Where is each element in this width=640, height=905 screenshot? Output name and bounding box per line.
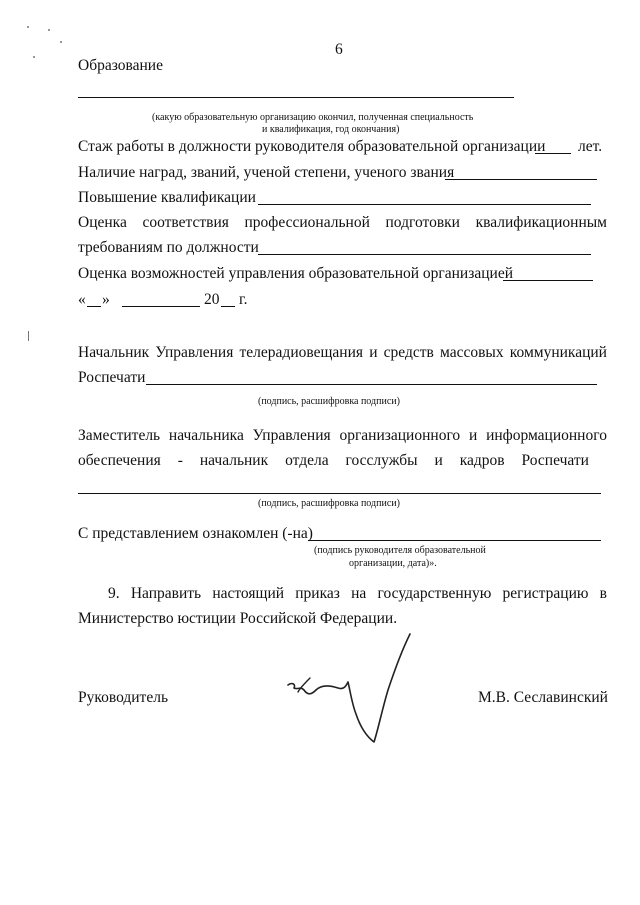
date-close-quote: » bbox=[102, 291, 110, 308]
scan-speck bbox=[27, 26, 29, 28]
deputy-word: обеспечения bbox=[78, 452, 161, 469]
deputy-word: организационного bbox=[339, 427, 461, 444]
education-input-line bbox=[78, 97, 514, 98]
item9-line1 bbox=[108, 584, 607, 604]
chief-line1 bbox=[78, 343, 607, 363]
item9-word: в bbox=[599, 585, 607, 602]
experience-input-line bbox=[535, 153, 571, 154]
assessment-input-line bbox=[258, 254, 591, 255]
assessment-word: квалификационным bbox=[475, 214, 607, 231]
education-label: Образование bbox=[78, 57, 163, 74]
signoff-title: Руководитель bbox=[78, 689, 169, 706]
scan-speck bbox=[48, 29, 50, 31]
chief-signature-line bbox=[146, 384, 597, 385]
assessment-line1 bbox=[78, 213, 607, 233]
item9-word: государственную bbox=[377, 585, 492, 602]
deputy-sign-note: (подпись, расшифровка подписи) bbox=[258, 498, 400, 509]
awards-input-line bbox=[445, 179, 597, 180]
acquainted-label: С представлением ознакомлен (-на) bbox=[78, 525, 313, 542]
deputy-word: кадров bbox=[459, 452, 505, 469]
assessment-word: профессиональной bbox=[244, 214, 370, 231]
management-input-line bbox=[503, 280, 593, 281]
item9-word: на bbox=[351, 585, 367, 602]
handwritten-signature bbox=[280, 630, 420, 755]
date-month-line bbox=[122, 306, 200, 307]
deputy-line1 bbox=[78, 426, 607, 446]
chief-word: коммуникаций bbox=[509, 344, 607, 361]
assessment-word: Оценка bbox=[78, 214, 127, 231]
deputy-word: начальник bbox=[199, 452, 269, 469]
qualification-label: Повышение квалификации bbox=[78, 189, 256, 206]
signoff-name: М.В. Сеславинский bbox=[478, 689, 608, 706]
item9-word: Направить bbox=[130, 585, 202, 602]
experience-label: Стаж работы в должности руководителя образовательной организации bbox=[78, 138, 546, 155]
chief-word: телерадиовещания bbox=[239, 344, 364, 361]
chief-line2: Роспечати bbox=[78, 369, 146, 386]
deputy-word: и bbox=[468, 427, 478, 444]
experience-suffix: лет. bbox=[578, 138, 603, 155]
deputy-word: Управления bbox=[252, 427, 331, 444]
deputy-word: и bbox=[434, 452, 443, 469]
page-number: 6 bbox=[335, 41, 343, 58]
scan-speck bbox=[28, 331, 29, 341]
deputy-word: Роспечати bbox=[521, 452, 589, 469]
item9-line2: Министерство юстиции Российской Федерации. bbox=[78, 610, 398, 627]
deputy-word: начальника bbox=[168, 427, 244, 444]
qualification-input-line bbox=[258, 204, 591, 205]
item9-word: регистрацию bbox=[502, 585, 589, 602]
chief-sign-note: (подпись, расшифровка подписи) bbox=[258, 396, 400, 407]
deputy-word: госслужбы bbox=[345, 452, 418, 469]
chief-word: средств bbox=[383, 344, 434, 361]
item9-word: настоящий bbox=[212, 585, 285, 602]
deputy-line2 bbox=[78, 451, 589, 471]
chief-word: массовых bbox=[440, 344, 504, 361]
awards-label: Наличие наград, званий, ученой степени, ученого звания bbox=[78, 164, 455, 181]
chief-word: и bbox=[369, 344, 378, 361]
chief-word: Начальник bbox=[78, 344, 150, 361]
date-year-line bbox=[221, 306, 235, 307]
chief-word: Управления bbox=[155, 344, 234, 361]
acquainted-note-line2: организации, дата)». bbox=[349, 558, 437, 569]
deputy-word: информационного bbox=[486, 427, 607, 444]
education-note-line2: и квалификация, год окончания) bbox=[262, 124, 400, 135]
deputy-word: Заместитель bbox=[78, 427, 161, 444]
assessment-word: соответствия bbox=[142, 214, 229, 231]
item9-word: 9. bbox=[108, 585, 120, 602]
assessment-line2: требованиям по должности bbox=[78, 239, 259, 256]
scan-speck bbox=[33, 56, 35, 58]
management-label: Оценка возможностей управления образовательной организацией bbox=[78, 265, 513, 282]
acquainted-note-line1: (подпись руководителя образовательной bbox=[314, 545, 486, 556]
scan-speck bbox=[60, 41, 62, 43]
date-year-suffix: г. bbox=[239, 291, 248, 308]
item9-word: приказ bbox=[295, 585, 340, 602]
education-note-line1: (какую образовательную организацию окончил, полученная специальность bbox=[152, 112, 474, 123]
date-day-line bbox=[87, 306, 101, 307]
deputy-word: - bbox=[177, 452, 183, 469]
deputy-signature-line bbox=[78, 493, 601, 494]
acquainted-signature-line bbox=[308, 540, 601, 541]
date-open-quote: « bbox=[78, 291, 86, 308]
deputy-word: отдела bbox=[285, 452, 329, 469]
date-year-prefix: 20 bbox=[204, 291, 220, 308]
assessment-word: подготовки bbox=[385, 214, 460, 231]
